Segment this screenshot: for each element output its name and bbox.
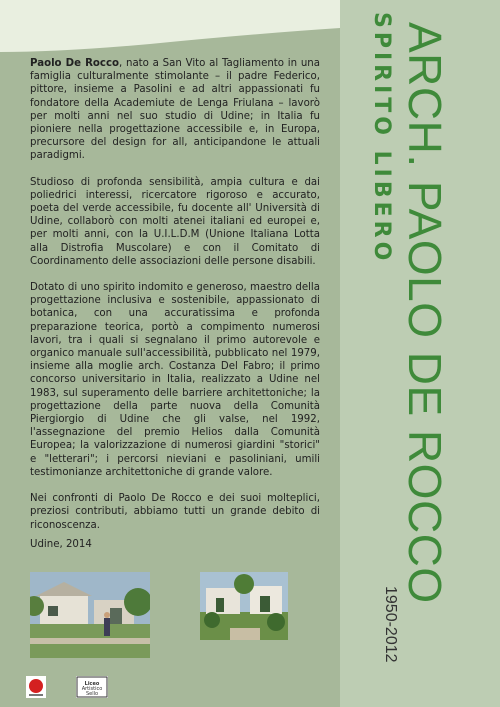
bio-paragraph-2: Studioso di profonda sensibilità, ampia cultura e dai poliedrici interessi, ricercatore rigoroso e accurato, poeta del verde accessibile, fu docente all' Università di Udine, collaborò con molti atenei italiani ed europei e, per molti anni, con la U.I.L.D.M (Unione Italiana Lotta alla Distrofia Muscolare) e con il Comitato di Coordinamento delle associazioni delle persone disabili. [30,176,320,267]
bio-paragraph-1 [30,57,320,163]
place-date: Udine, 2014 [30,539,92,550]
liceo-artistico-logo [76,676,108,698]
svg-text:Artistico: Artistico [81,686,103,692]
bio-paragraph-4: Nei confronti di Paolo De Rocco e dei suoi molteplici, preziosi contributi, abbiamo tutti un grande debito di riconoscenza. [30,493,320,531]
years: 1950-2012 [382,586,399,663]
red-logo-icon [26,676,46,698]
svg-text:Sello: Sello [85,691,99,697]
biography-text [30,57,320,545]
bio-name: Paolo De Rocco [30,58,119,69]
main-title: ARCH. PAOLO DE ROCCO [399,22,451,604]
bio-paragraph-1-text: , nato a San Vito al Tagliamento in una famiglia culturalmente stimolante – il padre Federico, pittore, insieme a Pasolini e ad altri appassionati fu fondatore della Academiute de Lenga Friulana – lavorò per molti anni nel suo studio di Udine; in Italia fu pioniere nella progettazione accessibile e, in Europa, precursore del design for all, anticipandone le attuali paradigmi. [30,58,320,162]
photo-garden-houses [200,572,288,640]
bio-paragraph-3: Dotato di uno spirito indomito e generoso, maestro della progettazione inclusiva e sostenibile, appassionato di botanica, con una accuratissima e profonda preparazione teorica, portò a compimento numerosi lavori, tra i quali si segnalano il primo autorevole e organico manuale sull'accessibilità, pubblicato nel 1979, insieme alla moglie arch. Costanza Del Fabro; il primo concorso universitario in Italia, realizzato a Udine nel 1983, sul superamento delle barriere architettoniche; la progettazione della parte nuova della Comunità Piergiorgio di Udine che gli valse, nel 1992, l'assegnazione del premio Helios dalla Comunità Europea; la valorizzazione di numerosi giardini "storici" e "letterari"; i percorsi nieviani e pasoliniani, umili testimonianze architettoniche di grande valore. [30,282,320,478]
top-banner-wave [0,0,340,52]
svg-text:Liceo: Liceo [84,681,100,687]
photo-street-scene [30,572,150,658]
subtitle: SPIRITO LIBERO [369,12,394,265]
